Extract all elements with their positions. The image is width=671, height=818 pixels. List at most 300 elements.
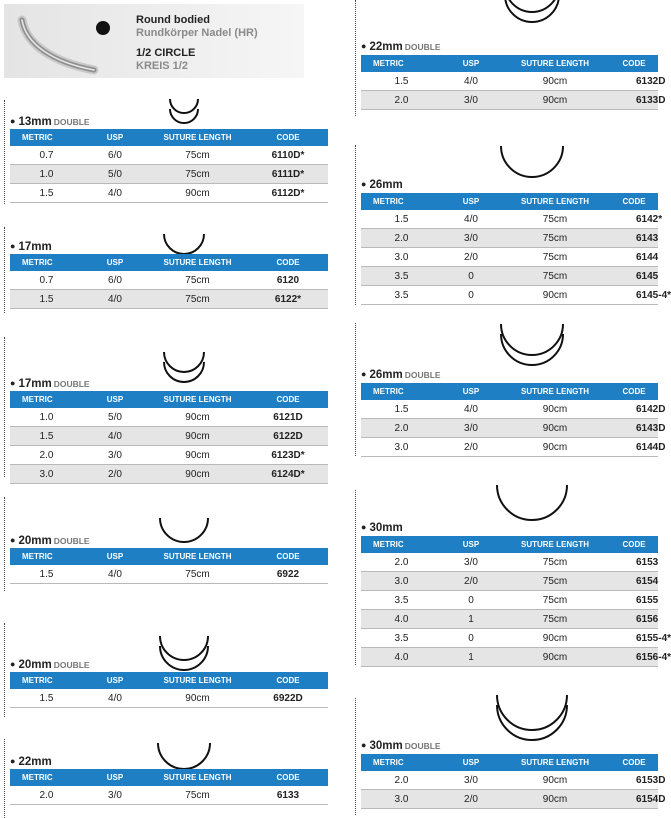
length-cell: 75cm	[500, 591, 610, 610]
table-row	[361, 210, 658, 229]
double-label: DOUBLE	[53, 536, 90, 546]
code-cell: 6153	[610, 553, 658, 572]
usp-cell: 0	[442, 591, 500, 610]
needle-icon	[8, 10, 98, 74]
length-header: SUTURE LENGTH	[147, 391, 248, 408]
code-cell: 6145	[610, 267, 658, 286]
dotted-divider	[355, 323, 356, 456]
usp-header: USP	[83, 769, 147, 786]
needle-size: 17mm	[18, 241, 52, 253]
header-line-3: 1/2 CIRCLE	[136, 47, 196, 59]
code-cell: 6121D	[248, 408, 328, 427]
table-row	[10, 465, 328, 484]
metric-cell: 2.0	[361, 91, 442, 110]
usp-cell: 3/0	[442, 91, 500, 110]
code-header: CODE	[610, 193, 658, 210]
double-curve-icon	[167, 96, 201, 126]
bullet-icon: ●	[361, 179, 367, 189]
bullet-icon: ●	[361, 740, 367, 750]
code-header: CODE	[610, 383, 658, 400]
code-cell: 6142D	[610, 400, 658, 419]
code-cell: 6153D	[610, 771, 658, 790]
product-table	[361, 754, 666, 809]
half-circle-needle-icon	[494, 482, 570, 525]
needle-arc	[501, 334, 563, 365]
needle-size: 22mm	[18, 756, 52, 768]
code-cell: 6154	[610, 572, 658, 591]
table-row	[361, 591, 658, 610]
length-cell: 90cm	[500, 400, 610, 419]
length-cell: 90cm	[500, 72, 610, 91]
header-line-1: Round bodied	[136, 14, 210, 26]
table-row	[361, 572, 658, 591]
needle-size: 30mm	[369, 740, 403, 752]
usp-header: USP	[442, 55, 500, 72]
product-table	[361, 383, 666, 457]
metric-header: METRIC	[10, 548, 83, 565]
metric-header: METRIC	[361, 193, 442, 210]
code-header: CODE	[248, 129, 328, 146]
metric-cell: 2.0	[361, 771, 442, 790]
product-section	[4, 227, 330, 313]
code-cell: 6143	[610, 229, 658, 248]
product-table	[10, 672, 328, 708]
table-row	[361, 553, 658, 572]
length-cell: 75cm	[500, 267, 610, 286]
metric-header: METRIC	[361, 383, 442, 400]
usp-cell: 2/0	[442, 790, 500, 809]
needle-arc	[505, 0, 559, 12]
table-row	[361, 648, 658, 667]
length-cell: 90cm	[500, 771, 610, 790]
header-line-2: Rundkörper Nadel (HR)	[136, 27, 258, 39]
metric-cell: 4.0	[361, 648, 442, 667]
section-title	[361, 369, 441, 381]
length-cell: 90cm	[147, 427, 248, 446]
needle-size: 20mm	[18, 535, 52, 547]
code-header: CODE	[610, 754, 658, 771]
double-curve-icon	[161, 349, 207, 385]
metric-cell: 0.7	[10, 271, 83, 290]
table-row	[10, 290, 328, 309]
needle-arc	[497, 695, 567, 730]
code-cell: 6144	[610, 248, 658, 267]
needle-size: 30mm	[369, 522, 403, 534]
table-row	[361, 229, 658, 248]
metric-cell: 1.0	[10, 165, 83, 184]
table-header-row	[10, 254, 328, 271]
code-cell: 6145-4*	[610, 286, 658, 305]
table-header-row	[10, 769, 328, 786]
code-cell: 6120	[248, 271, 328, 290]
usp-cell: 3/0	[442, 553, 500, 572]
double-curve-icon	[494, 692, 570, 743]
length-cell: 90cm	[147, 446, 248, 465]
usp-cell: 3/0	[442, 229, 500, 248]
length-cell: 90cm	[500, 91, 610, 110]
length-cell: 90cm	[500, 438, 610, 457]
needle-arc	[164, 352, 204, 372]
metric-header: METRIC	[10, 129, 83, 146]
code-cell: 6156-4*	[610, 648, 658, 667]
code-cell: 6154D	[610, 790, 658, 809]
length-cell: 90cm	[147, 408, 248, 427]
usp-cell: 1	[442, 610, 500, 629]
table-header-row	[361, 754, 658, 771]
code-header: CODE	[248, 769, 328, 786]
dotted-divider	[355, 145, 356, 305]
product-section	[355, 490, 671, 665]
metric-cell: 3.5	[361, 286, 442, 305]
product-table	[361, 55, 666, 110]
code-cell: 6132D	[610, 72, 658, 91]
metric-cell: 2.0	[10, 786, 83, 805]
table-header-row	[10, 129, 328, 146]
section-title	[10, 378, 90, 390]
code-cell: 6155	[610, 591, 658, 610]
code-cell: 6123D*	[248, 446, 328, 465]
bullet-icon: ●	[361, 41, 367, 51]
code-cell: 6111D*	[248, 165, 328, 184]
usp-cell: 0	[442, 629, 500, 648]
table-row	[361, 790, 658, 809]
needle-arc	[160, 518, 208, 542]
metric-cell: 3.5	[361, 591, 442, 610]
code-cell: 6122D	[248, 427, 328, 446]
needle-size: 20mm	[18, 659, 52, 671]
code-header: CODE	[248, 672, 328, 689]
length-cell: 75cm	[147, 786, 248, 805]
product-table	[10, 769, 328, 805]
bullet-icon: ●	[10, 378, 16, 388]
length-header: SUTURE LENGTH	[500, 55, 610, 72]
needle-arc	[164, 234, 204, 254]
metric-cell: 1.5	[10, 565, 83, 584]
usp-cell: 4/0	[83, 565, 147, 584]
product-table	[10, 129, 328, 203]
needle-arc	[501, 146, 563, 177]
dotted-divider	[4, 227, 5, 313]
code-header: CODE	[248, 391, 328, 408]
metric-header: METRIC	[361, 536, 442, 553]
header-line-4: KREIS 1/2	[136, 60, 188, 72]
product-table	[10, 254, 328, 309]
section-title	[361, 740, 441, 752]
metric-cell: 2.0	[361, 553, 442, 572]
length-cell: 90cm	[500, 629, 610, 648]
product-table	[361, 536, 671, 667]
table-row	[361, 72, 658, 91]
usp-cell: 5/0	[83, 165, 147, 184]
product-section	[355, 698, 666, 815]
length-cell: 75cm	[500, 229, 610, 248]
length-header: SUTURE LENGTH	[500, 193, 610, 210]
double-curve-icon	[502, 0, 562, 25]
product-table	[10, 548, 328, 584]
table-row	[361, 419, 658, 438]
length-cell: 75cm	[147, 271, 248, 290]
table-header-row	[10, 391, 328, 408]
dotted-divider	[4, 623, 5, 717]
metric-cell: 3.0	[361, 790, 442, 809]
table-header-row	[361, 536, 658, 553]
metric-header: METRIC	[361, 55, 442, 72]
table-header-row	[361, 193, 658, 210]
bullet-icon: ●	[361, 369, 367, 379]
usp-cell: 4/0	[442, 400, 500, 419]
product-section	[4, 337, 330, 480]
metric-cell: 3.0	[361, 248, 442, 267]
metric-cell: 1.5	[10, 427, 83, 446]
metric-cell: 1.5	[361, 72, 442, 91]
length-header: SUTURE LENGTH	[500, 754, 610, 771]
metric-cell: 2.0	[10, 446, 83, 465]
usp-header: USP	[442, 193, 500, 210]
product-table	[361, 193, 671, 305]
usp-cell: 3/0	[83, 786, 147, 805]
usp-header: USP	[83, 391, 147, 408]
metric-cell: 2.0	[361, 229, 442, 248]
code-cell: 6124D*	[248, 465, 328, 484]
bullet-icon: ●	[10, 116, 16, 126]
table-row	[10, 786, 328, 805]
needle-size: 22mm	[369, 41, 403, 53]
length-header: SUTURE LENGTH	[147, 129, 248, 146]
table-row	[10, 427, 328, 446]
dotted-divider	[355, 490, 356, 665]
table-row	[10, 689, 328, 708]
usp-header: USP	[442, 536, 500, 553]
usp-cell: 2/0	[442, 572, 500, 591]
needle-arc	[158, 743, 210, 769]
needle-arc	[497, 705, 567, 740]
usp-cell: 0	[442, 286, 500, 305]
product-section	[355, 0, 666, 116]
usp-cell: 4/0	[83, 184, 147, 203]
length-header: SUTURE LENGTH	[147, 769, 248, 786]
table-row	[361, 248, 658, 267]
bullet-icon: ●	[10, 659, 16, 669]
section-title	[10, 659, 90, 671]
code-cell: 6110D*	[248, 146, 328, 165]
length-cell: 75cm	[147, 165, 248, 184]
usp-cell: 2/0	[83, 465, 147, 484]
table-header-row	[361, 55, 658, 72]
metric-cell: 3.0	[10, 465, 83, 484]
usp-cell: 4/0	[442, 210, 500, 229]
usp-cell: 6/0	[83, 146, 147, 165]
table-header-row	[10, 672, 328, 689]
table-row	[361, 610, 658, 629]
metric-header: METRIC	[10, 769, 83, 786]
metric-cell: 1.5	[361, 210, 442, 229]
metric-cell: 0.7	[10, 146, 83, 165]
code-cell: 6156	[610, 610, 658, 629]
metric-cell: 3.0	[361, 438, 442, 457]
length-cell: 75cm	[500, 553, 610, 572]
code-header: CODE	[610, 55, 658, 72]
table-row	[10, 446, 328, 465]
metric-cell: 1.5	[10, 290, 83, 309]
bullet-icon: ●	[10, 756, 16, 766]
product-section	[4, 497, 330, 591]
product-section	[4, 100, 330, 204]
length-cell: 75cm	[147, 290, 248, 309]
table-row	[361, 771, 658, 790]
metric-cell: 3.5	[361, 267, 442, 286]
metric-cell: 3.5	[361, 629, 442, 648]
usp-cell: 0	[442, 267, 500, 286]
section-title	[361, 522, 403, 534]
code-cell: 6922	[248, 565, 328, 584]
needle-arc	[160, 636, 208, 660]
section-title	[361, 179, 403, 191]
table-row	[361, 400, 658, 419]
double-curve-icon	[498, 321, 566, 368]
round-body-icon	[96, 21, 110, 35]
product-section	[355, 145, 671, 305]
double-curve-icon	[157, 633, 211, 673]
product-table	[10, 391, 328, 484]
needle-size: 13mm	[18, 116, 52, 128]
metric-header: METRIC	[10, 672, 83, 689]
needle-arc	[170, 109, 198, 123]
usp-cell: 4/0	[83, 290, 147, 309]
code-cell: 6133D	[610, 91, 658, 110]
double-label: DOUBLE	[53, 117, 90, 127]
code-cell: 6112D*	[248, 184, 328, 203]
code-cell: 6142*	[610, 210, 658, 229]
double-label: DOUBLE	[404, 42, 441, 52]
dotted-divider	[355, 0, 356, 116]
product-section	[355, 323, 666, 456]
metric-cell: 1.5	[361, 400, 442, 419]
length-header: SUTURE LENGTH	[500, 536, 610, 553]
usp-header: USP	[442, 754, 500, 771]
length-header: SUTURE LENGTH	[500, 383, 610, 400]
length-cell: 75cm	[147, 146, 248, 165]
length-cell: 90cm	[500, 419, 610, 438]
length-cell: 75cm	[500, 610, 610, 629]
usp-cell: 2/0	[442, 438, 500, 457]
length-cell: 90cm	[147, 689, 248, 708]
section-title	[10, 535, 90, 547]
half-circle-needle-icon	[498, 143, 566, 182]
length-cell: 90cm	[500, 790, 610, 809]
code-header: CODE	[248, 548, 328, 565]
table-header-row	[361, 383, 658, 400]
table-row	[361, 286, 658, 305]
table-row	[10, 165, 328, 184]
needle-arc	[160, 646, 208, 670]
usp-cell: 1	[442, 648, 500, 667]
table-row	[361, 629, 658, 648]
needle-size: 26mm	[369, 179, 403, 191]
metric-cell: 1.0	[10, 408, 83, 427]
usp-cell: 3/0	[83, 446, 147, 465]
usp-cell: 6/0	[83, 271, 147, 290]
length-header: SUTURE LENGTH	[147, 672, 248, 689]
double-label: DOUBLE	[404, 741, 441, 751]
metric-header: METRIC	[10, 254, 83, 271]
code-cell: 6155-4*	[610, 629, 658, 648]
table-row	[361, 91, 658, 110]
usp-cell: 4/0	[442, 72, 500, 91]
length-cell: 75cm	[500, 210, 610, 229]
length-cell: 75cm	[147, 565, 248, 584]
table-row	[10, 271, 328, 290]
usp-header: USP	[83, 672, 147, 689]
dotted-divider	[4, 337, 5, 477]
double-label: DOUBLE	[53, 660, 90, 670]
dotted-divider	[4, 100, 5, 204]
code-cell: 6143D	[610, 419, 658, 438]
dotted-divider	[4, 497, 5, 591]
code-cell: 6144D	[610, 438, 658, 457]
metric-cell: 1.5	[10, 689, 83, 708]
bullet-icon: ●	[10, 535, 16, 545]
code-header: CODE	[248, 254, 328, 271]
half-circle-needle-icon	[157, 515, 211, 547]
length-header: SUTURE LENGTH	[147, 254, 248, 271]
section-title	[10, 116, 90, 128]
double-label: DOUBLE	[404, 370, 441, 380]
usp-header: USP	[83, 548, 147, 565]
code-cell: 6922D	[248, 689, 328, 708]
metric-cell: 1.5	[10, 184, 83, 203]
dotted-divider	[4, 739, 5, 818]
code-cell: 6122*	[248, 290, 328, 309]
bullet-icon: ●	[10, 241, 16, 251]
usp-cell: 3/0	[442, 771, 500, 790]
code-cell: 6133	[248, 786, 328, 805]
bullet-icon: ●	[361, 522, 367, 532]
length-cell: 90cm	[147, 184, 248, 203]
length-header: SUTURE LENGTH	[147, 548, 248, 565]
metric-cell: 3.0	[361, 572, 442, 591]
needle-size: 26mm	[369, 369, 403, 381]
usp-header: USP	[442, 383, 500, 400]
product-section	[4, 623, 330, 717]
length-cell: 90cm	[147, 465, 248, 484]
usp-header: USP	[83, 254, 147, 271]
length-cell: 75cm	[500, 248, 610, 267]
needle-arc	[497, 485, 567, 520]
metric-header: METRIC	[361, 754, 442, 771]
metric-header: METRIC	[10, 391, 83, 408]
table-row	[10, 146, 328, 165]
table-row	[361, 438, 658, 457]
table-row	[10, 565, 328, 584]
metric-cell: 2.0	[361, 419, 442, 438]
usp-cell: 4/0	[83, 689, 147, 708]
needle-arc	[501, 324, 563, 355]
section-title	[10, 241, 52, 253]
table-row	[10, 184, 328, 203]
table-row	[361, 267, 658, 286]
needle-size: 17mm	[18, 378, 52, 390]
length-cell: 90cm	[500, 648, 610, 667]
double-label: DOUBLE	[53, 379, 90, 389]
usp-header: USP	[83, 129, 147, 146]
usp-cell: 2/0	[442, 248, 500, 267]
usp-cell: 5/0	[83, 408, 147, 427]
table-header-row	[10, 548, 328, 565]
product-section	[4, 739, 330, 818]
code-header: CODE	[610, 536, 658, 553]
needle-arc	[170, 99, 198, 113]
length-cell: 75cm	[500, 572, 610, 591]
